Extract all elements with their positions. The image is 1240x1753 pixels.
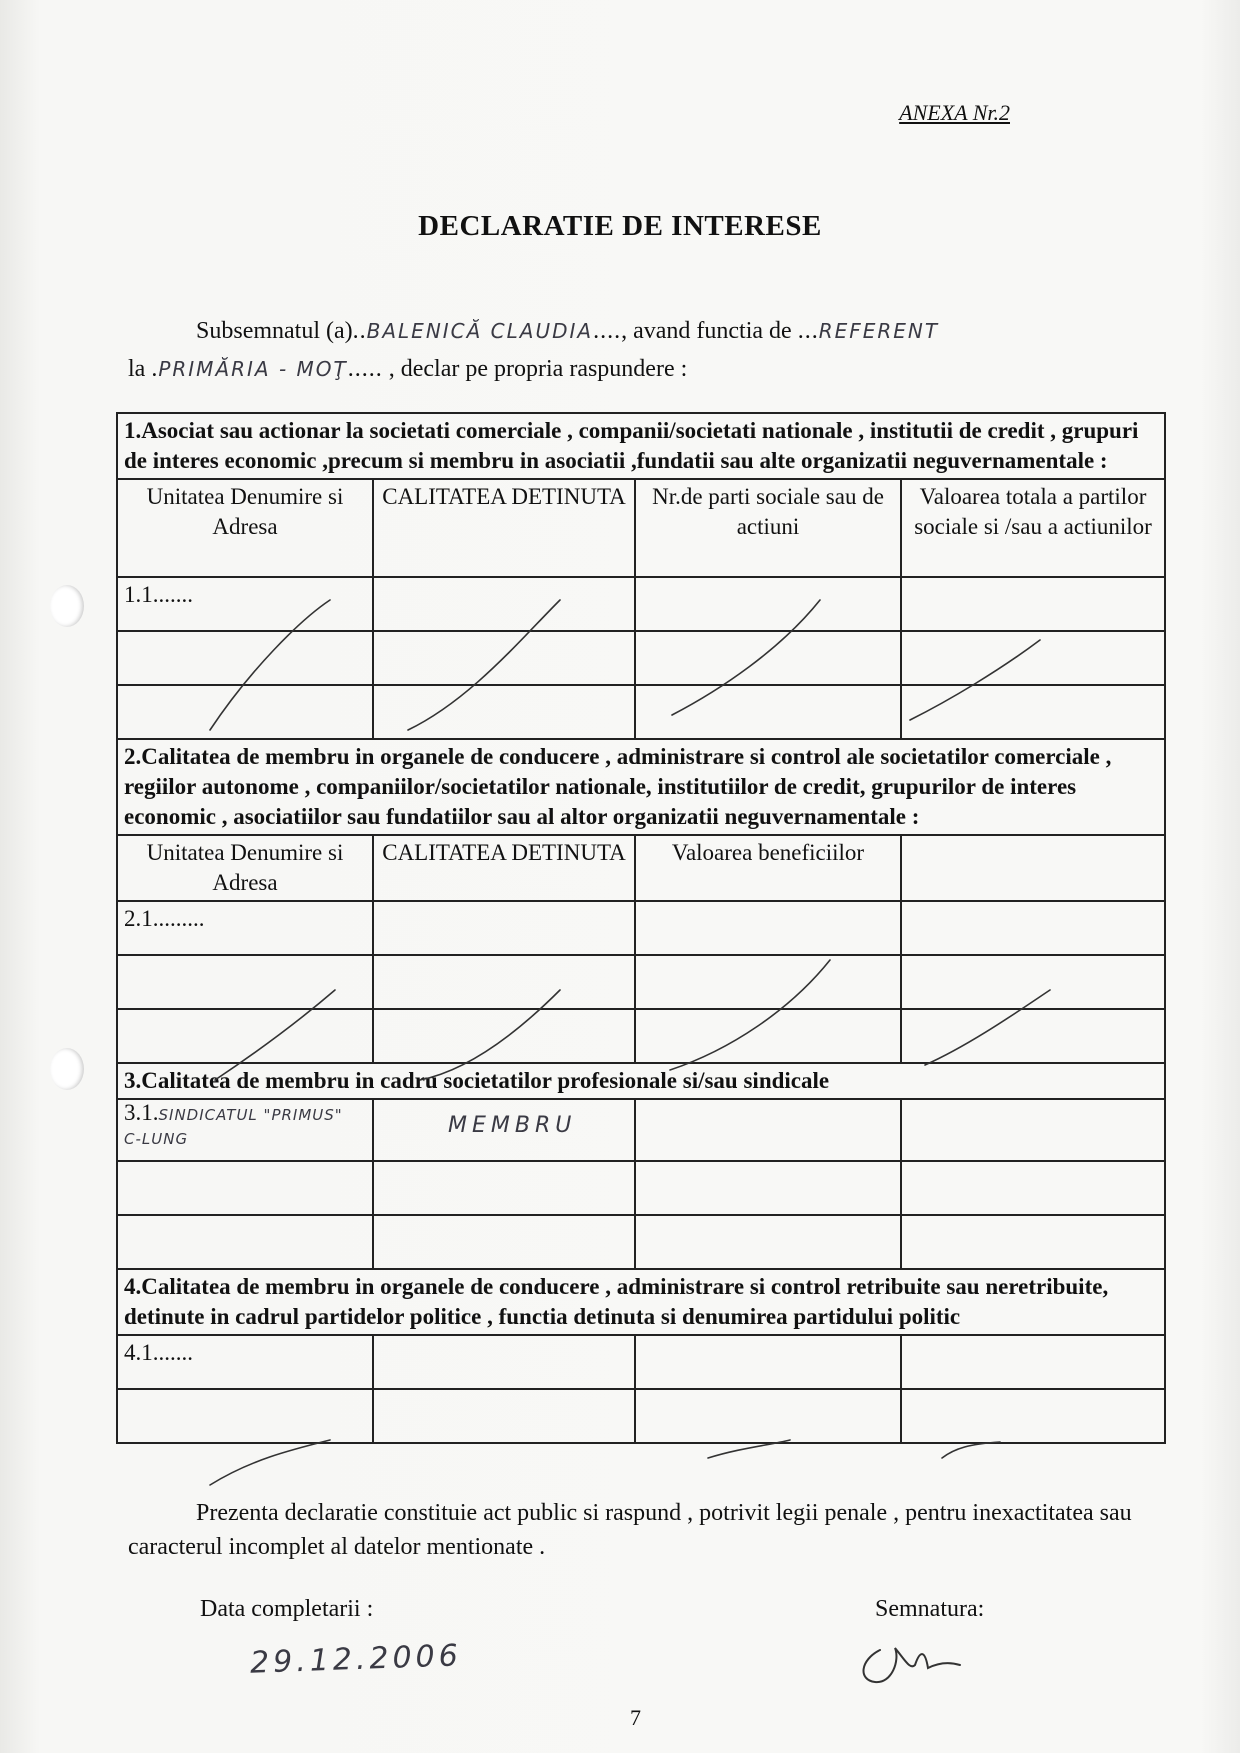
section-2-row-label: 2.1......... (117, 901, 373, 955)
table-cell (373, 901, 635, 955)
section-2-header-benefits: Valoarea beneficiilor (635, 835, 901, 901)
intro-line-1: Subsemnatul (a)..BALENICĂ CLAUDIA...., avand functia de ...REFERENT (196, 318, 940, 344)
table-cell (373, 1009, 635, 1063)
signature-label: Semnatura: (875, 1596, 985, 1622)
table-cell (373, 1215, 635, 1269)
section-1-header-unit: Unitatea Denumire si Adresa (117, 479, 373, 577)
intro-la: la (128, 356, 146, 382)
section-1-title: 1.Asociat sau actionar la societati comerciale , companii/societati nationale , institutii de credit , grupuri de interes economic ,precum si membru in asociatii ,fundatii sau alte organizatii neguvernamentale : (117, 413, 1165, 479)
table-row (117, 685, 1165, 739)
declarant-name: BALENICĂ CLAUDIA (366, 319, 594, 343)
table-row (117, 1215, 1165, 1269)
document-title: DECLARATIE DE INTERESE (418, 210, 822, 242)
date-label: Data completarii : (200, 1596, 374, 1622)
table-cell (117, 631, 373, 685)
table-cell (901, 577, 1165, 631)
table-cell (635, 1335, 901, 1389)
intro-line-2: la .PRIMĂRIA - MOŢ..... , declar pe propria raspundere : (128, 356, 688, 382)
section-2-header-empty (901, 835, 1165, 901)
table-row (117, 1009, 1165, 1063)
table-cell (635, 1099, 901, 1161)
table-cell (635, 1009, 901, 1063)
table-cell (117, 1215, 373, 1269)
intro-avand-functia: , avand functia de (621, 318, 792, 344)
section-1-header-value: Valoarea totala a partilor sociale si /sau a actiunilor (901, 479, 1165, 577)
table-row (117, 1389, 1165, 1443)
table-cell (373, 1389, 635, 1443)
table-cell (373, 1335, 635, 1389)
table-cell (117, 685, 373, 739)
table-row (117, 1335, 1165, 1389)
table-cell (635, 685, 901, 739)
table-cell (901, 955, 1165, 1009)
table-cell (117, 1009, 373, 1063)
table-row (117, 1099, 1165, 1161)
table-row (117, 1161, 1165, 1215)
section-3-role-cell (373, 1099, 635, 1161)
table-cell (901, 1215, 1165, 1269)
table-cell (901, 631, 1165, 685)
section-4-row-label: 4.1....... (117, 1335, 373, 1389)
table-cell (373, 631, 635, 685)
strike-mark (210, 1440, 330, 1485)
table-cell (635, 577, 901, 631)
table-cell (901, 1099, 1165, 1161)
table-row (117, 901, 1165, 955)
declarant-function: REFERENT (818, 319, 940, 343)
table-cell (635, 1161, 901, 1215)
section-1-header-shares: Nr.de parti sociale sau de actiuni (635, 479, 901, 577)
annex-label: ANEXA Nr.2 (899, 100, 1010, 125)
table-cell (901, 1335, 1165, 1389)
section-2-title: 2.Calitatea de membru in organele de conducere , administrare si control ale societatilor comerciale , regiilor autonome , companiilor/societatilor nationale, institutiilor de credit, grupurilor de interes economic , asociatiilor sau fundatiilor sau al altor organizatii neguvernamentale : (117, 739, 1165, 835)
table-cell (901, 1389, 1165, 1443)
declarant-institution: PRIMĂRIA - MOŢ (158, 357, 348, 381)
section-2-header-role: CALITATEA DETINUTA (373, 835, 635, 901)
table-cell (117, 1389, 373, 1443)
punch-hole-bottom (50, 1048, 84, 1090)
table-row (117, 955, 1165, 1009)
intro-subsemnatul: Subsemnatul (a) (196, 318, 353, 344)
table-cell (373, 577, 635, 631)
table-cell (901, 1161, 1165, 1215)
punch-hole-top (50, 585, 84, 627)
section-2-title-row (117, 739, 1165, 835)
section-3-title: 3.Calitatea de membru in cadru societatilor profesionale si/sau sindicale (117, 1063, 1165, 1099)
section-3-entry-role: MEMBRU (448, 1113, 577, 1138)
table-cell (635, 1389, 901, 1443)
section-1-row-label: 1.1....... (117, 577, 373, 631)
table-row (117, 631, 1165, 685)
section-2-header-row (117, 835, 1165, 901)
section-1-header-role: CALITATEA DETINUTA (373, 479, 635, 577)
table-cell (373, 685, 635, 739)
section-1-header-row (117, 479, 1165, 577)
page-number: 7 (630, 1705, 641, 1730)
section-3-entry-name: SINDICATUL "PRIMUS" C-LUNG (124, 1106, 343, 1148)
intro-declar: , declar pe propria raspundere : (388, 356, 688, 382)
table-cell (635, 901, 901, 955)
section-2-header-unit: Unitatea Denumire si Adresa (117, 835, 373, 901)
table-cell (901, 685, 1165, 739)
closing-statement: Prezenta declaratie constituie act public si raspund , potrivit legii penale , pentru inexactitatea sau caracterul incomplet al datelor mentionate . (128, 1500, 1132, 1560)
section-3-title-row (117, 1063, 1165, 1099)
table-cell (901, 901, 1165, 955)
table-cell (635, 631, 901, 685)
table-cell (117, 955, 373, 1009)
section-3-entry-cell (117, 1099, 373, 1161)
signature-stroke (864, 1648, 960, 1682)
table-cell (635, 955, 901, 1009)
section-4-title: 4.Calitatea de membru in organele de conducere , administrare si control retribuite sau neretribuite, detinute in cadrul partidelor politice , functia detinuta si denumirea partidului politic (117, 1269, 1165, 1335)
section-1-title-row (117, 413, 1165, 479)
section-4-title-row (117, 1269, 1165, 1335)
table-cell (373, 1161, 635, 1215)
table-row (117, 577, 1165, 631)
section-3-row-label: 3.1. (124, 1100, 159, 1125)
table-cell (901, 1009, 1165, 1063)
declaration-table (116, 412, 1166, 1444)
table-cell (117, 1161, 373, 1215)
completion-date: 29.12.2006 (249, 1638, 463, 1681)
strike-mark (942, 1442, 1000, 1458)
table-cell (373, 955, 635, 1009)
table-cell (635, 1215, 901, 1269)
